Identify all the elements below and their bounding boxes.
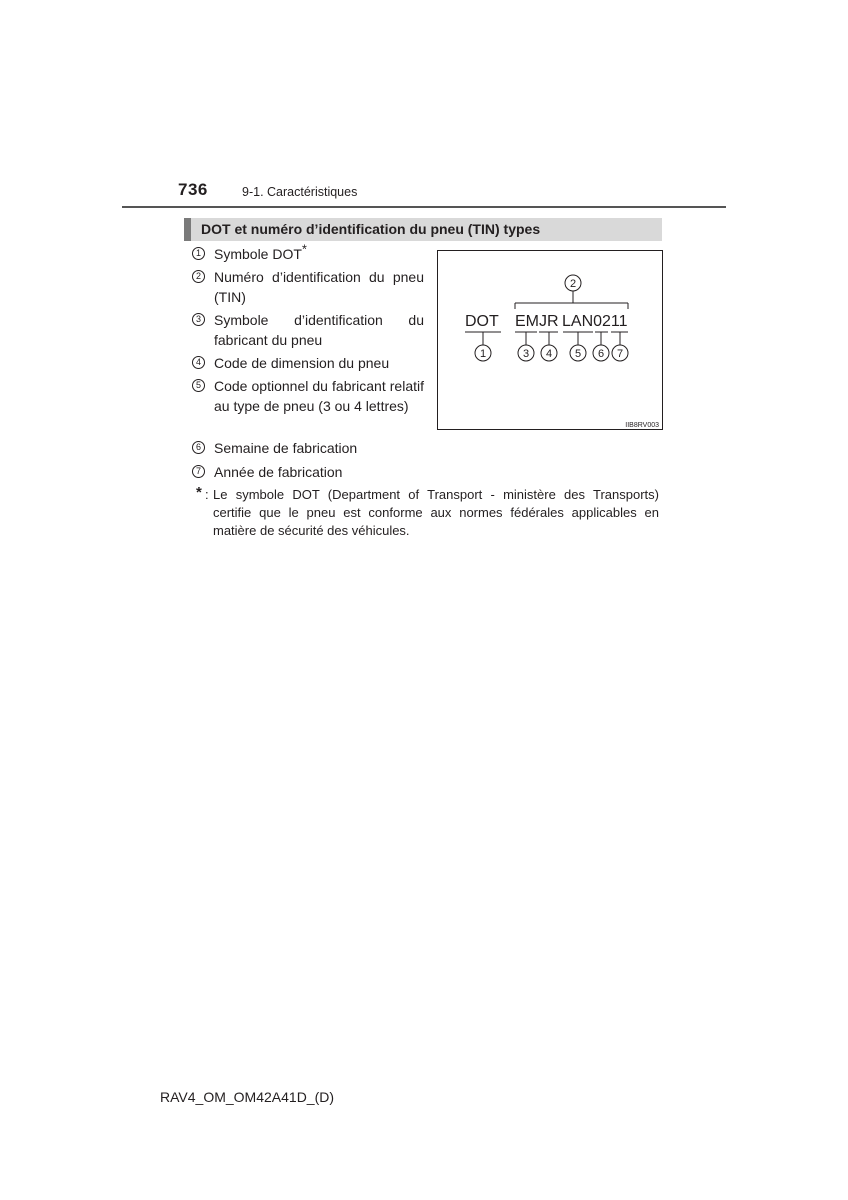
footnote-mark: * (301, 241, 307, 257)
callout-7-label: 7 (616, 348, 624, 360)
code-emjr: EMJR (515, 313, 559, 330)
footnote-mark: * (196, 484, 202, 501)
list-item-2 (192, 267, 424, 307)
code-dot: DOT (465, 313, 499, 330)
footnote-separator: : (205, 487, 209, 502)
list-item-6 (192, 438, 424, 458)
list-item-1 (192, 241, 424, 264)
callout-number: 6 (192, 441, 205, 454)
title-bar (184, 218, 662, 241)
list-item-5 (192, 376, 424, 416)
callout-number: 2 (192, 270, 205, 283)
tin-diagram (437, 250, 663, 430)
tin-diagram-svg (438, 251, 664, 431)
callout-4-label: 4 (545, 348, 553, 360)
code-lan: LAN0211 (562, 313, 628, 330)
list-item-text: Année de fabrication (214, 464, 343, 480)
list-item-text: Code de dimension du pneu (214, 355, 390, 371)
section-title: DOT et numéro d’identification du pneu (TIN) types (201, 221, 541, 237)
callout-1-label: 1 (479, 348, 487, 360)
list-item-4 (192, 353, 424, 373)
list-item-7 (192, 462, 424, 482)
callout-5-label: 5 (574, 348, 582, 360)
footnote-text: Le symbole DOT (Department of Transport - ministère des Transports) certifie que le pneu est conforme aux normes fédérales applicables en matière de sécurité des véhicules. (213, 487, 659, 538)
callout-number: 4 (192, 356, 205, 369)
section-heading: 9-1. Caractéristiques (242, 185, 358, 199)
callout-number: 1 (192, 247, 205, 260)
page-number: 736 (178, 180, 208, 199)
footer-code: RAV4_OM_OM42A41D_(D) (160, 1089, 335, 1105)
footnote (196, 486, 659, 540)
callout-2-label: 2 (569, 278, 577, 290)
header-divider (122, 206, 726, 208)
list-item-text: Symbole d’identification du fabricant du pneu (214, 312, 424, 348)
callout-number: 7 (192, 465, 205, 478)
list-item-3 (192, 310, 424, 350)
callout-6-label: 6 (597, 348, 605, 360)
callout-number: 3 (192, 313, 205, 326)
list-item-text: Symbole DOT* (214, 241, 307, 262)
list-item-text: Code optionnel du fabricant relatif au type de pneu (3 ou 4 lettres) (214, 378, 424, 414)
callout-number: 5 (192, 379, 205, 392)
figure-id: IIB8RV003 (625, 422, 659, 429)
list-item-text: Semaine de fabrication (214, 440, 358, 456)
list-item-text: Numéro d’identification du pneu (TIN) (214, 269, 424, 305)
callout-3-label: 3 (522, 348, 530, 360)
